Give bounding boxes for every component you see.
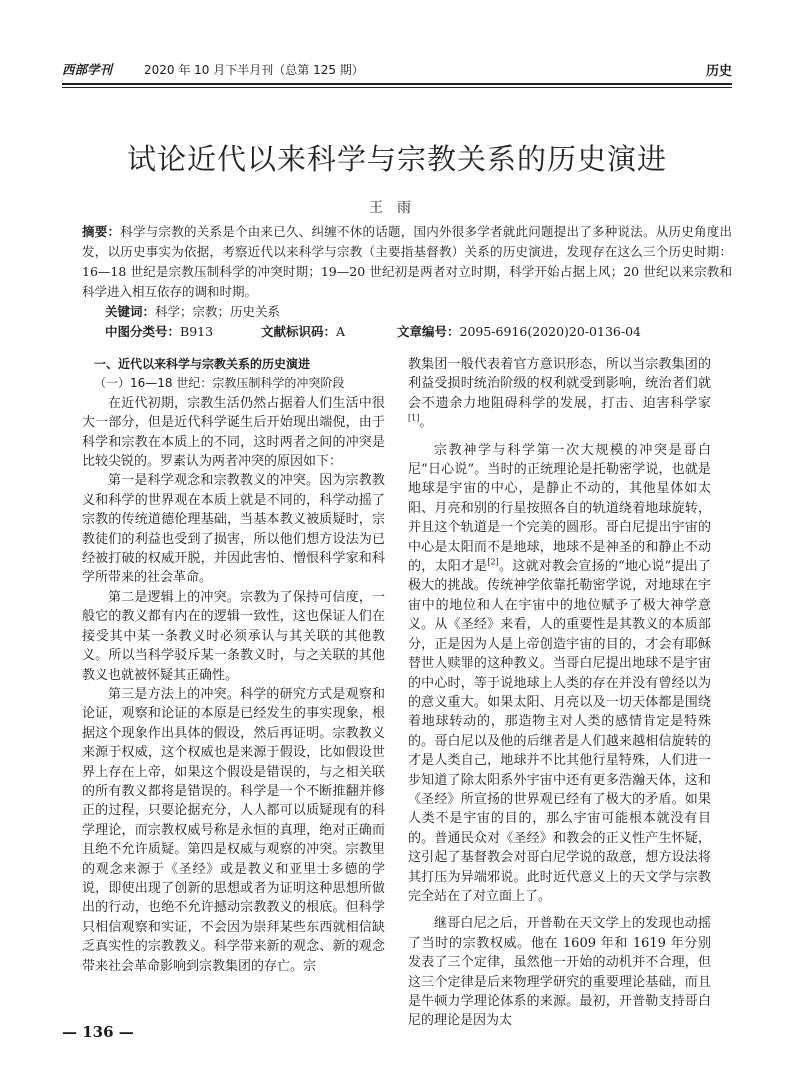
header-rule-thick: [62, 83, 732, 85]
paragraph: 第一是科学观念和宗教教义的冲突。因为宗教教义和科学的世界观在本质上就是不同的，科学动摇了宗教的传统道德伦理基础，当基本教义被质疑时，宗教徒们的利益也受到了损害，所以他们想方设法为已经被打破的权威开脱，并因此害怕、憎恨科学家和科学所带来的社会革命。: [82, 473, 385, 586]
clc-value: B913: [180, 324, 214, 339]
paragraph-text: 教集团一般代表着官方意识形态，所以当宗教集团的利益受损时统治阶级的权利就受到影响，统治者们就会不遗余力地阻碍科学的发展，打击、迫害科学家: [408, 357, 711, 411]
abstract: [82, 222, 732, 302]
running-header: [62, 60, 732, 82]
subsection-heading: （一）16—18 世纪：宗教压制科学的冲突阶段: [94, 376, 345, 391]
header-rule-thin: [62, 87, 732, 88]
article-no-value: 2095-6916(2020)20-0136-04: [459, 324, 641, 339]
paragraph: 在近代初期，宗教生活仍然占据着人们生活中很大一部分，但是近代科学诞生后开始现出端倪，由于科学和宗教在本质上的不同，这时两者之间的冲突是比较尖锐的。罗素认为两者冲突的原因如下：: [82, 395, 385, 470]
keywords: [105, 302, 280, 320]
author-name: 王雨: [369, 200, 425, 216]
paragraph: 第三是方法上的冲突。科学的研究方式是观察和论证，观察和论证的本原是已经发生的事实现象，根据这个现象作出具体的假设，然后再证明。宗教教义来源于权威，这个权威也是来源于假设，比如假设世界上存在上帝，如果这个假设是错误的，与之相关联的所有教义都将是错误的。科学是一个不断推翻并修正的过程，只要论据充分，人人都可以质疑现有的科学理论，而宗教权威号称是永恒的真理，绝对正确而且绝不允许质疑。第四是权威与观察的冲突。宗教里的观念来源于《圣经》或是教义和亚里士多德的学说，即使出现了创新的思想或者为证明这种思想所做出的行动，也绝不允许撼动宗教教义的根底。但科学只相信观察和实证，不会因为崇拜某些东西就相信缺乏真实性的宗教教义。科学带来新的观念、新的观念带来社会革命影响到宗教集团的存亡。宗: [82, 686, 385, 974]
left-column: [82, 355, 385, 976]
page-number: — 136 —: [62, 1023, 134, 1041]
citation-ref: [1]: [408, 413, 420, 423]
doc-code-value: A: [336, 324, 346, 339]
paragraph: [408, 441, 711, 907]
section-label: 历史: [705, 64, 732, 79]
paragraph-text: 。这就对教会宣扬的“地心说”提出了极大的挑战。传统神学依靠托勒密学说，对地球在宇宙中的地位和人在宇宙中的地位赋予了极大神学意义。从《圣经》来看，人的重要性是其教义的本质部分，正是因为人是上帝创造宇宙的目的，才会有耶稣替世人赎罪的这种教义。当哥白尼提出地球不是宇宙的中心时，等于说地球上人类的存在并没有曾经以为的意义重大。如果太阳、月亮以及一切天体都是围绕着地球转动的，那造物主对人类的感情肯定是特殊的。哥白尼以及他的后继者是人们越来越相信旋转的才是人类自己，地球并不比其他行星特殊，人们进一步知道了除太阳系外宇宙中还有更多浩瀚天体，这和《圣经》所宣扬的世界观已经有了极大的矛盾。如果人类不是宇宙的目的，那么宇宙可能根本就没有目的。普通民众对《圣经》和教会的正义性产生怀疑，这引起了基督教会对哥白尼学说的敌意，想方设法将其打压为异端邪说。此时近代意义上的天文学与宗教完全站在了对立面上了。: [408, 559, 711, 904]
abstract-label: 摘要：: [82, 224, 121, 239]
article-no-label: 文章编号：: [397, 324, 460, 339]
article-number: [397, 322, 641, 340]
abstract-text: 科学与宗教的关系是个由来已久、纠缠不休的话题，国内外很多学者就此问题提出了多种说法。从历史角度出发，以历史事实为依据，考察近代以来科学与宗教（主要指基督教）关系的历史演进，发现存在这么三个历史时期：16—18 世纪是宗教压制科学的冲突时期；19—20 世纪初是两者对立时期，科学开始占据上风；20 世纪以来宗教和科学进入相互依存的调和时期。: [82, 224, 732, 299]
citation-ref: [2]: [487, 557, 499, 567]
clc-number: [105, 322, 213, 340]
document-code: [261, 322, 345, 340]
paragraph: 第二是逻辑上的冲突。宗教为了保持可信度，一般它的教义都有内在的逻辑一致性，这也保证人们在接受其中某一条教义时必须承认与其关联的其他教义。所以当科学驳斥某一条教义时，与之关联的其他教义也就被怀疑其正确性。: [82, 589, 385, 683]
paragraph-text: 宗教神学与科学第一次大规模的冲突是哥白尼“日心说”。当时的正统理论是托勒密学说，也就是地球是宇宙的中心，是静止不动的，其他星体如太阳、月亮和别的行星按照各自的轨道绕着地球旋转，并且这个轨道是一个完美的圆形。哥白尼提出宇宙的中心是太阳而不是地球，地球不是神圣的和静止不动的，太阳才是: [408, 442, 711, 575]
issue-info: 2020 年 10 月下半月刊（总第 125 期）: [144, 63, 364, 77]
paragraph-text: 。: [419, 415, 433, 431]
paragraph: [408, 355, 711, 433]
section-heading: 一、近代以来科学与宗教关系的历史演进: [94, 357, 311, 371]
right-column: [408, 355, 711, 1031]
clc-label: 中图分类号：: [105, 324, 181, 339]
paragraph: 继哥白尼之后，开普勒在天文学上的发现也动摇了当时的宗教权威。他在 1609 年和 1619 年分别发表了三个定律，虽然他一开始的动机并不合理，但这三个定律是后来物理学研究的重要理论基础，而且是牛顿力学理论体系的来源。最初，开普勒支持哥白尼的理论是因为太: [408, 916, 711, 1029]
keywords-label: 关键词：: [105, 304, 156, 319]
journal-logo: 西部学刊: [62, 62, 113, 77]
doc-code-label: 文献标识码：: [261, 324, 337, 339]
article-title: 试论近代以来科学与宗教关系的历史演进: [126, 142, 667, 176]
keywords-text: 科学；宗教；历史关系: [155, 304, 281, 319]
